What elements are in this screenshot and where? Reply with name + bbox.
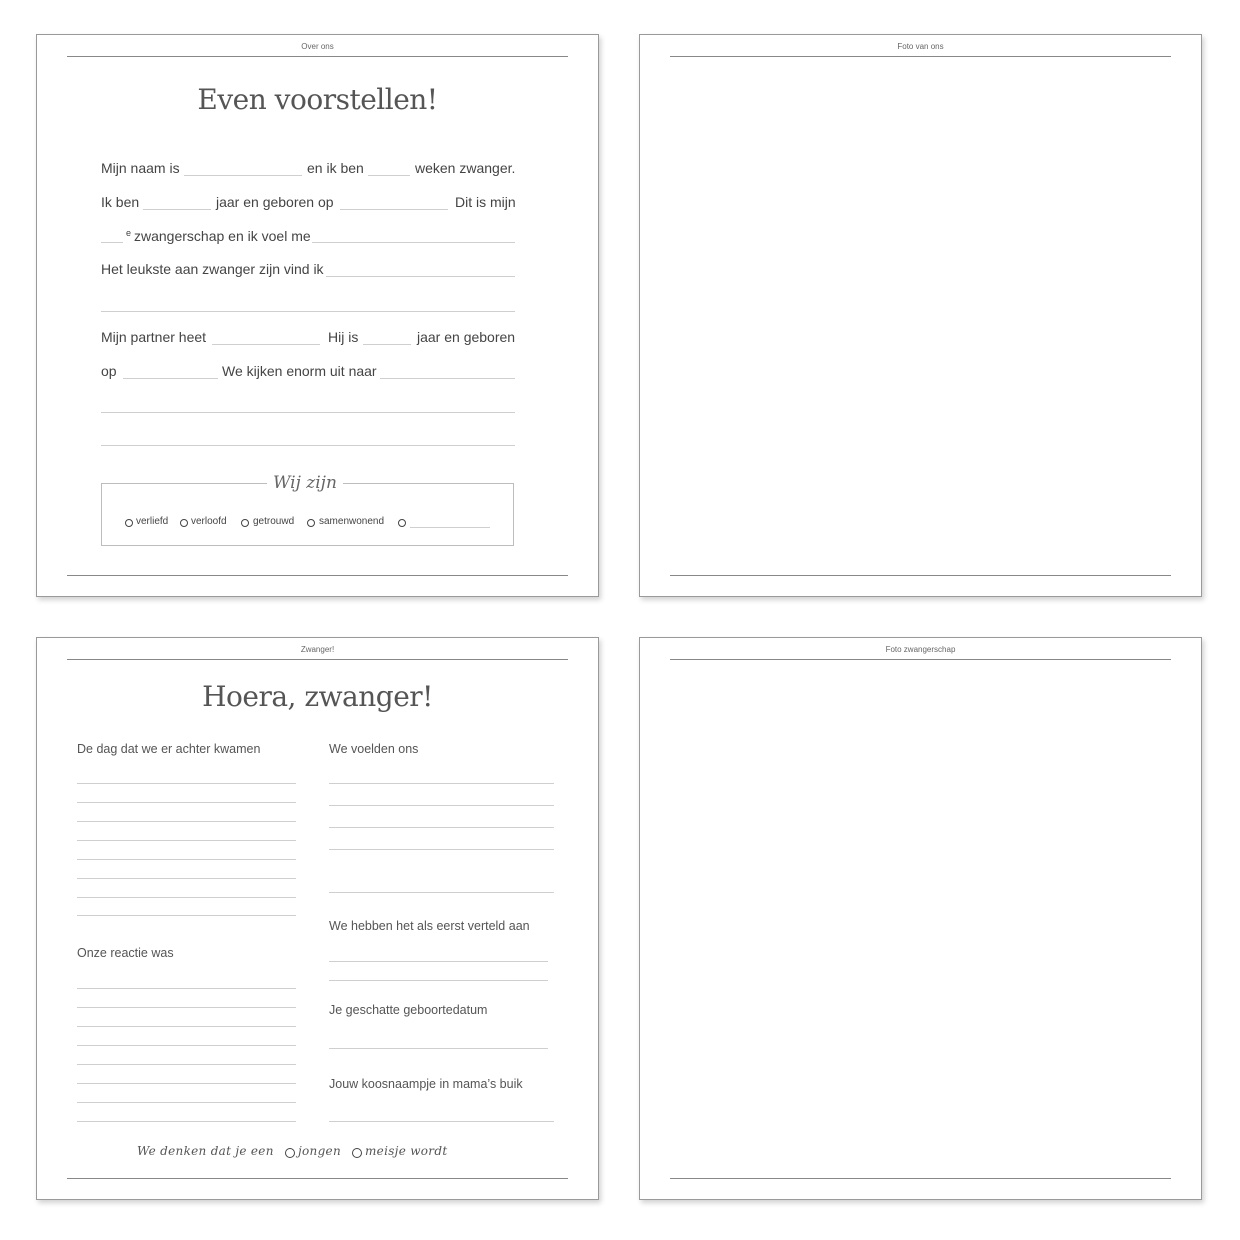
footer-rule [670,1178,1171,1179]
option-verloofd: verloofd [191,516,227,527]
answer-line[interactable] [77,1102,296,1103]
blank-leukste[interactable] [326,276,515,277]
label-en-ik-ben: en ik ben [307,160,364,176]
question-datum: Je geschatte geboortedatum [329,1003,488,1017]
label-kijken-uit-naar: We kijken enorm uit naar [222,363,377,379]
page-title: Hoera, zwanger! [202,680,433,713]
header-rule [67,56,568,57]
radio-anders[interactable] [398,519,406,527]
answer-line[interactable] [329,980,548,981]
answer-line[interactable] [77,821,296,822]
radio-meisje[interactable] [352,1148,362,1158]
radio-getrouwd[interactable] [241,519,249,527]
label-jaar-geboren: jaar en geboren op [216,194,334,210]
question-dag: De dag dat we er achter kwamen [77,742,261,756]
page-header: Over ons [301,42,334,51]
blank-geboortedatum[interactable] [340,209,448,210]
blank-partner-leeftijd[interactable] [363,344,411,345]
answer-line[interactable] [329,892,554,893]
option-getrouwd: getrouwd [253,516,295,527]
blank-weken[interactable] [368,175,410,176]
answer-line[interactable] [329,805,554,806]
option-samenwonend: samenwonend [319,516,385,527]
label-weken-zwanger: weken zwanger. [415,160,516,176]
answer-line[interactable] [329,849,554,850]
answer-line[interactable] [77,840,296,841]
script-meisje: meisje wordt [365,1144,448,1158]
page-title: Even voorstellen! [197,83,438,116]
answer-line[interactable] [77,988,296,989]
page-zwanger [36,637,599,1200]
answer-line[interactable] [77,1007,296,1008]
radio-verliefd[interactable] [125,519,133,527]
label-jaar-en-geboren: jaar en geboren [417,329,516,345]
blank-zwangerschap-nummer[interactable] [101,242,123,243]
answer-line[interactable] [77,783,296,784]
label-op: op [101,363,117,379]
page-header: Foto zwangerschap [885,645,956,654]
header-rule [670,56,1171,57]
label-hij-is: Hij is [328,329,359,345]
label-dit-is-mijn: Dit is mijn [455,194,516,210]
label-naam: Mijn naam is [101,160,180,176]
superscript-e: e [126,228,132,238]
question-koosnaam: Jouw koosnaampje in mama’s buik [329,1077,523,1091]
footer-rule [67,1178,568,1179]
footer-rule [67,575,568,576]
answer-line[interactable] [329,1121,554,1122]
blank-leeftijd[interactable] [143,209,211,210]
question-verteld: We hebben het als eerst verteld aan [329,919,530,933]
answer-line[interactable] [329,827,554,828]
blank-naam[interactable] [184,175,302,176]
blank-gevoel[interactable] [312,242,515,243]
script-jongen: jongen [298,1144,341,1158]
blank-uitkijken-2[interactable] [101,412,515,413]
answer-line[interactable] [77,1083,296,1084]
page-header: Foto van ons [897,42,944,51]
page-header: Zwanger! [300,645,335,654]
label-zwangerschap-voel: zwangerschap en ik voel me [134,228,311,244]
answer-line[interactable] [77,897,296,898]
answer-line[interactable] [77,859,296,860]
radio-jongen[interactable] [285,1148,295,1158]
answer-line[interactable] [329,783,554,784]
header-rule [670,659,1171,660]
page-foto-van-ons [639,34,1202,597]
answer-line[interactable] [77,1064,296,1065]
answer-line[interactable] [77,1045,296,1046]
script-denken: We denken dat je een [137,1144,274,1158]
footer-rule [670,575,1171,576]
question-reactie: Onze reactie was [77,946,174,960]
answer-line[interactable] [77,802,296,803]
blank-partner-naam[interactable] [212,344,320,345]
answer-line[interactable] [77,915,296,916]
question-voelden: We voelden ons [329,742,419,756]
blank-leukste-2[interactable] [101,311,515,312]
blank-partner-geboortedatum[interactable] [123,378,218,379]
answer-line[interactable] [329,1048,548,1049]
blank-uitkijken-3[interactable] [101,445,515,446]
answer-line[interactable] [77,1121,296,1122]
label-partner-heet: Mijn partner heet [101,329,207,345]
label-ik-ben: Ik ben [101,194,140,210]
blank-anders[interactable] [410,527,490,528]
blank-uitkijken[interactable] [380,378,515,379]
radio-verloofd[interactable] [180,519,188,527]
option-verliefd: verliefd [136,516,169,527]
answer-line[interactable] [329,961,548,962]
header-rule [67,659,568,660]
answer-line[interactable] [77,878,296,879]
radio-samenwonend[interactable] [307,519,315,527]
wij-zijn-label: Wij zijn [267,473,343,493]
page-foto-zwangerschap [639,637,1202,1200]
answer-line[interactable] [77,1026,296,1027]
label-leukste: Het leukste aan zwanger zijn vind ik [101,261,324,277]
page-over-ons [36,34,599,597]
